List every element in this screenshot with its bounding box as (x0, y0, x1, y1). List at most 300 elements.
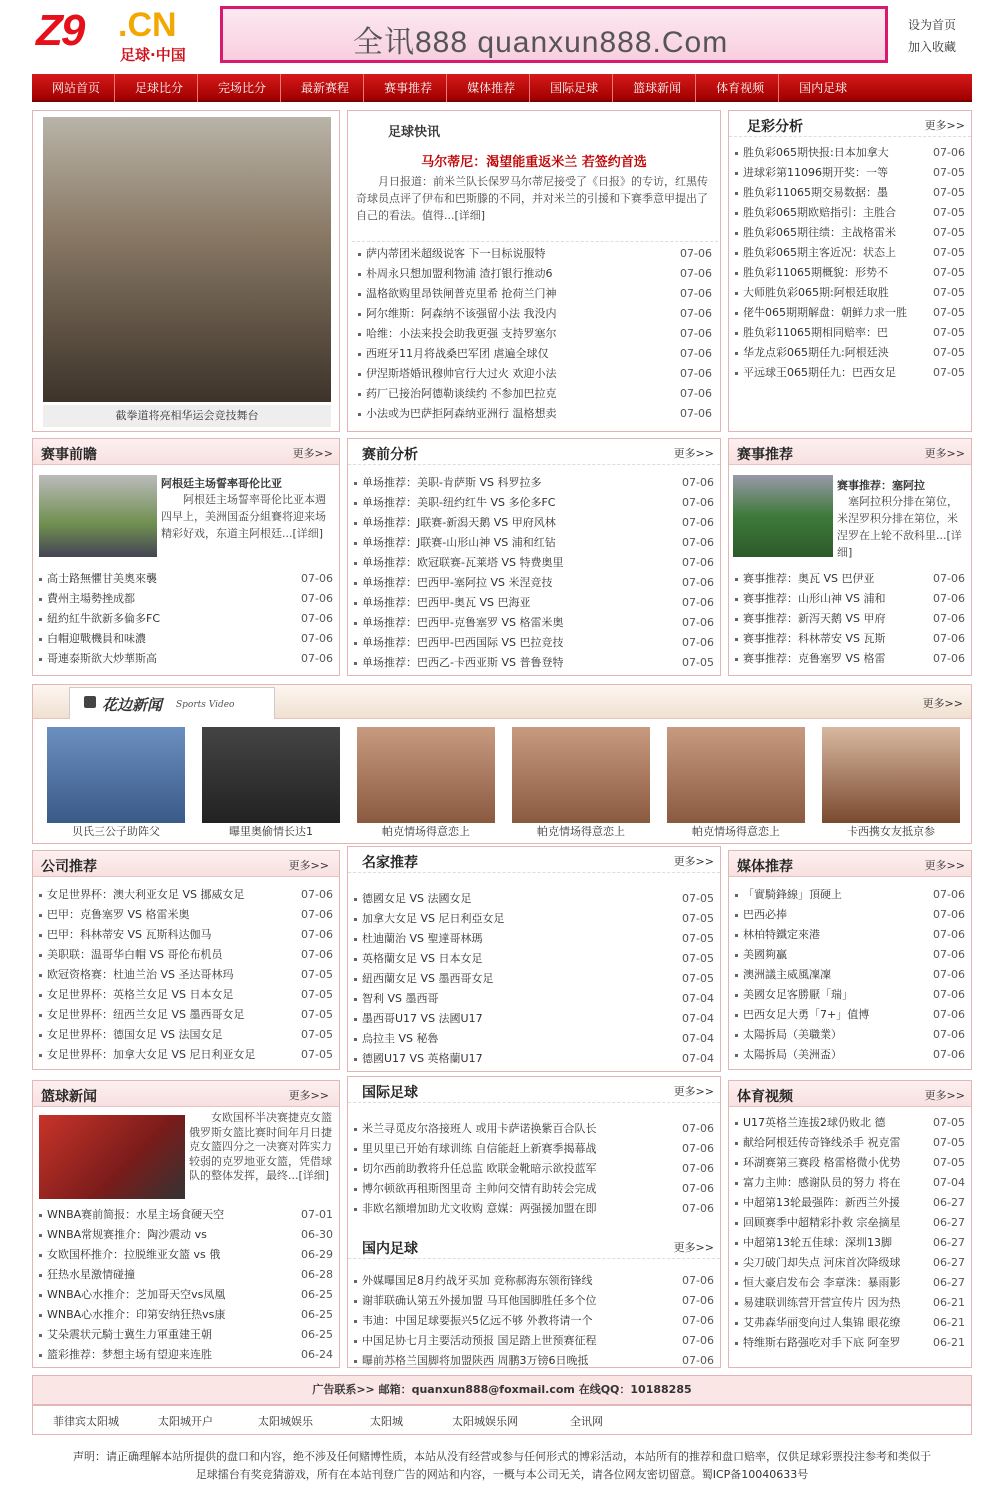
list-item-title[interactable]: 德國U17 VS 英格蘭U17 (362, 1052, 483, 1065)
gossip-more-link[interactable]: 更多>> (922, 697, 963, 710)
list-item[interactable] (33, 629, 339, 649)
list-item[interactable] (33, 1025, 339, 1045)
list-item-title[interactable]: 富力主帅：感谢队员的努力 将在 (743, 1176, 901, 1189)
sports-video-more-link[interactable]: 更多>> (924, 1089, 965, 1102)
list-item[interactable] (729, 1273, 971, 1293)
list-item[interactable] (729, 1293, 971, 1313)
list-item-title[interactable]: 烏拉圭 VS 秘魯 (362, 1032, 439, 1045)
list-item-title[interactable]: 太陽拆局（美洲盃） (743, 1048, 842, 1061)
list-item[interactable] (729, 609, 971, 629)
list-item[interactable] (348, 1119, 720, 1139)
list-item[interactable] (348, 633, 720, 653)
list-item-title[interactable]: 加拿大女足 VS 尼日利亞女足 (362, 912, 505, 925)
list-item-title[interactable]: 女足世界杯：德国女足 VS 法国女足 (47, 1028, 223, 1041)
list-item-title[interactable]: 温格欲购里昂铁闸普克里希 抢荷兰门神 (366, 287, 557, 300)
recommend-more-link[interactable]: 更多>> (924, 447, 965, 460)
list-item-title[interactable]: 平远球王065期任九：巴西女足 (743, 366, 896, 379)
list-item[interactable] (348, 573, 720, 593)
lottery-more-link[interactable]: 更多>> (924, 119, 965, 132)
list-item-date: 07-05 (933, 366, 965, 379)
list-item[interactable] (348, 909, 720, 929)
media-more-link[interactable]: 更多>> (924, 859, 965, 872)
list-item-date: 06-28 (301, 1268, 333, 1281)
list-item[interactable] (729, 263, 971, 283)
list-item[interactable] (729, 363, 971, 383)
list-item-title[interactable]: 朴周永只想加盟利物浦 渣打银行推动6 (366, 267, 553, 280)
list-item[interactable] (348, 1179, 720, 1199)
list-item-title[interactable]: 单场推荐：巴西甲-奥瓦 VS 巴海亚 (362, 596, 531, 609)
list-item[interactable] (33, 885, 339, 905)
list-item[interactable] (729, 1113, 971, 1133)
domestic-football-list (348, 1271, 720, 1371)
list-item-title[interactable]: 单场推荐：美职-纽约红牛 VS 多伦多FC (362, 496, 556, 509)
list-item-title[interactable]: 赛事推荐：奥瓦 VS 巴伊亚 (743, 572, 875, 585)
list-item[interactable] (729, 1005, 971, 1025)
list-item[interactable] (729, 1313, 971, 1333)
list-item[interactable] (729, 649, 971, 669)
list-item[interactable] (33, 649, 339, 669)
list-item[interactable] (348, 889, 720, 909)
list-item-date: 07-06 (933, 1028, 965, 1041)
nav-item-2[interactable]: 完场比分 (198, 74, 281, 102)
gossip-item[interactable] (202, 727, 340, 841)
basketball-excerpt: 女欧国杯半决赛捷克女篮俄罗斯女篮比赛时间年月日捷克女篮四分之一决赛对阵实力较弱的克罗地亚女篮，凭借球队的整体发挥，最终...[详细] (189, 1111, 332, 1182)
video-icon (84, 696, 96, 708)
gossip-photo[interactable] (357, 727, 495, 823)
list-item-title[interactable]: 单场推荐：J联赛-新潟天鹅 VS 甲府风林 (362, 516, 556, 529)
list-item[interactable] (33, 1285, 339, 1305)
list-item-title[interactable]: 高士路無懼甘美奧來襲 (47, 572, 157, 585)
list-item-title[interactable]: 赛事推荐：克鲁塞罗 VS 格雷 (743, 652, 886, 665)
list-item-date: 07-05 (933, 346, 965, 359)
list-item-title[interactable]: 女足世界杯：加拿大女足 VS 尼日利亚女足 (47, 1048, 256, 1061)
list-item[interactable] (729, 243, 971, 263)
list-item-date: 07-05 (933, 206, 965, 219)
list-item-date: 07-06 (933, 968, 965, 981)
list-item[interactable] (33, 945, 339, 965)
list-item-title[interactable]: 阿尔维斯：阿森纳不该强留小法 我没内 (366, 307, 557, 320)
list-item[interactable] (729, 1193, 971, 1213)
list-item[interactable] (33, 965, 339, 985)
basketball-photo[interactable] (39, 1115, 185, 1199)
add-favorite-link[interactable]: 加入收藏 (908, 40, 957, 54)
list-item[interactable] (729, 965, 971, 985)
gossip-photo[interactable] (202, 727, 340, 823)
list-item[interactable] (348, 1271, 720, 1291)
list-item[interactable] (352, 284, 718, 304)
list-item-title[interactable]: 中国足协七月主要活动预报 国足踏上世预赛征程 (362, 1334, 597, 1347)
list-item[interactable] (729, 163, 971, 183)
list-item[interactable] (348, 473, 720, 493)
list-item-title[interactable]: 单场推荐：美职-肯萨斯 VS 科罗拉多 (362, 476, 542, 489)
list-item[interactable] (348, 593, 720, 613)
list-item-date: 07-06 (682, 1202, 714, 1215)
list-item[interactable] (729, 905, 971, 925)
list-item-date: 07-06 (682, 556, 714, 569)
list-item-date: 07-06 (301, 592, 333, 605)
list-item-title[interactable]: 萨内蒂团米超级说客 下一目标说服特 (366, 247, 546, 260)
list-item-title[interactable]: 哈维：小法来投会助我更强 支持罗塞尔 (366, 327, 557, 340)
friend-link[interactable]: 菲律宾太阳城 (53, 1415, 119, 1428)
list-item-date: 07-06 (682, 1274, 714, 1287)
list-item[interactable] (729, 1213, 971, 1233)
preview-photo[interactable] (39, 475, 157, 557)
list-item-title[interactable]: 中超第13轮五佳球：深圳13脚 (743, 1236, 892, 1249)
list-item-title[interactable]: 伊涅斯塔婚讯穆帅官行大过火 欢迎小法 (366, 367, 557, 380)
list-item[interactable] (348, 1049, 720, 1069)
nav-item-4[interactable]: 赛事推荐 (364, 74, 447, 102)
gossip-photo[interactable] (822, 727, 960, 823)
list-item-title[interactable]: 非欧名额增加助尤文收购 意媒：两强援加盟在即 (362, 1202, 597, 1215)
list-item[interactable] (348, 553, 720, 573)
list-item-date: 06-27 (933, 1196, 965, 1209)
list-item-date: 07-05 (933, 226, 965, 239)
list-item-date: 07-06 (682, 616, 714, 629)
list-item[interactable] (729, 303, 971, 323)
list-item-title[interactable]: 里贝里已开始有球训练 自信能赶上新赛季揭幕战 (362, 1142, 597, 1155)
nav-item-0[interactable]: 网站首页 (32, 74, 115, 102)
list-item-title[interactable]: 单场推荐：J联赛-山形山神 VS 浦和红钻 (362, 536, 556, 549)
intl-domestic-box (347, 1076, 721, 1368)
expert-more-link[interactable]: 更多>> (673, 855, 714, 868)
list-item[interactable] (348, 949, 720, 969)
list-item-date: 07-05 (933, 1116, 965, 1129)
preview-more-link[interactable]: 更多>> (292, 447, 333, 460)
friend-link[interactable]: 全讯网 (570, 1415, 603, 1428)
list-item[interactable] (348, 1311, 720, 1331)
list-item-title[interactable]: 胜负彩11065期概貌：形势不 (743, 266, 888, 279)
list-item[interactable] (729, 569, 971, 589)
list-item-date: 06-27 (933, 1276, 965, 1289)
list-item[interactable] (348, 969, 720, 989)
gossip-caption[interactable]: 帕克情场得意恋上 (537, 825, 625, 838)
list-item[interactable] (729, 343, 971, 363)
list-item-title[interactable]: 特维斯右路强吃对手下底 阿奎罗 (743, 1336, 901, 1349)
list-item[interactable] (729, 589, 971, 609)
gossip-caption[interactable]: 曝里奥偷情长达1 (229, 825, 313, 838)
list-item[interactable] (729, 885, 971, 905)
list-item[interactable] (729, 283, 971, 303)
list-item[interactable] (348, 493, 720, 513)
company-recommend-box (32, 850, 340, 1070)
list-item[interactable] (352, 244, 718, 264)
list-item[interactable] (33, 1245, 339, 1265)
list-item-title[interactable]: 进球彩第11096期开奖：一等 (743, 166, 888, 179)
list-item-title[interactable]: 单场推荐：巴西甲-克鲁塞罗 VS 格雷米奥 (362, 616, 564, 629)
basketball-more-link[interactable]: 更多>> (288, 1089, 329, 1102)
list-item-title[interactable]: 献给阿根廷传奇锋线杀手 祝克雷 (743, 1136, 901, 1149)
gossip-caption[interactable]: 帕克情场得意恋上 (382, 825, 470, 838)
list-item[interactable] (348, 1159, 720, 1179)
list-item-title[interactable]: 回顾赛季中超精彩扑救 宗垒摘星 (743, 1216, 901, 1229)
list-item-title[interactable]: 美國夠贏 (743, 948, 787, 961)
list-item-title[interactable]: 林柏特鐵定來港 (743, 928, 820, 941)
list-item[interactable] (352, 364, 718, 384)
list-item-title[interactable]: WNBA常规赛推介：陶沙震动 vs (47, 1228, 207, 1241)
nav-item-7[interactable]: 篮球新闻 (613, 74, 696, 102)
list-item-title[interactable]: 外媒曝国足8月约战牙买加 竞称郝海东领衔锋线 (362, 1274, 593, 1287)
list-item-title[interactable]: 单场推荐：巴西甲-巴西国际 VS 巴拉竞技 (362, 636, 564, 649)
list-item-title[interactable]: 澳洲議主威風凜凜 (743, 968, 831, 981)
list-item-title[interactable]: 恒大豪启发布会 李章洙：暴雨影 (743, 1276, 901, 1289)
list-item-date: 07-04 (933, 1176, 965, 1189)
list-item-title[interactable]: 胜负彩065期快报:日本加拿大 (743, 146, 889, 159)
list-item[interactable] (348, 1331, 720, 1351)
preview-list (33, 569, 339, 669)
list-item[interactable] (729, 1333, 971, 1353)
list-item-title[interactable]: 中超第13轮最强阵：新西兰外援 (743, 1196, 900, 1209)
list-item-title[interactable]: 药厂已接治阿德勒谈续约 不参加巴拉克 (366, 387, 557, 400)
list-item[interactable] (348, 533, 720, 553)
list-item[interactable] (352, 324, 718, 344)
list-item-title[interactable]: 「實騎鋒線」頂硬上 (743, 888, 842, 901)
list-item-date: 06-27 (933, 1216, 965, 1229)
list-item[interactable] (729, 203, 971, 223)
list-item-title[interactable]: 女欧国杯推介：拉脱维亚女篮 vs 俄 (47, 1248, 221, 1261)
list-item-title[interactable]: 胜负彩11065期交易数据：墨 (743, 186, 888, 199)
friend-link[interactable]: 太阳城娱乐 (258, 1415, 313, 1428)
list-item-title[interactable]: 美职联：温哥华白帽 VS 哥伦布机员 (47, 948, 223, 961)
disclaimer (32, 1448, 972, 1484)
recommend-photo[interactable] (733, 475, 833, 557)
list-item-date: 07-06 (301, 928, 333, 941)
list-item-title[interactable]: 墨西哥U17 VS 法國U17 (362, 1012, 483, 1025)
gossip-photo[interactable] (667, 727, 805, 823)
list-item-title[interactable]: 胜负彩065期欧赔指引：主胜合 (743, 206, 896, 219)
list-item-title[interactable]: 博尔顿欲再租斯图里奇 主帅问交情有助转会完成 (362, 1182, 597, 1195)
list-item[interactable] (352, 344, 718, 364)
list-item[interactable] (729, 223, 971, 243)
list-item-date: 07-05 (301, 1008, 333, 1021)
list-item-date: 07-05 (682, 892, 714, 905)
list-item[interactable] (33, 1005, 339, 1025)
list-item-title[interactable]: 太陽拆局（美職業） (743, 1028, 842, 1041)
list-item[interactable] (33, 569, 339, 589)
list-item-title[interactable]: 赛事推荐：新泻天鹅 VS 甲府 (743, 612, 886, 625)
list-item[interactable] (348, 1139, 720, 1159)
list-item[interactable] (348, 1291, 720, 1311)
headline-photo[interactable] (43, 117, 331, 402)
list-item-date: 07-06 (680, 407, 712, 420)
list-item[interactable] (348, 989, 720, 1009)
photo-caption[interactable]: 截拳道将亮相华运会竞技舞台 (43, 405, 331, 427)
list-item[interactable] (352, 384, 718, 404)
list-item[interactable] (33, 1325, 339, 1345)
list-item[interactable] (33, 905, 339, 925)
list-item[interactable] (729, 925, 971, 945)
gossip-caption[interactable]: 帕克情场得意恋上 (692, 825, 780, 838)
list-item[interactable] (33, 1345, 339, 1365)
nav-item-1[interactable]: 足球比分 (115, 74, 198, 102)
list-item-title[interactable]: 女足世界杯：澳大利亚女足 VS 挪威女足 (47, 888, 245, 901)
list-item[interactable] (729, 1233, 971, 1253)
list-item[interactable] (729, 1253, 971, 1273)
list-item[interactable] (352, 264, 718, 284)
expert-recommend-box (347, 846, 721, 1072)
list-item[interactable] (348, 1009, 720, 1029)
list-item-title[interactable]: 艾朵震状元騎士冀生力軍重建王朝 (47, 1328, 212, 1341)
list-item-title[interactable]: 美國女足客勝厭「瑞」 (743, 988, 853, 1001)
list-item[interactable] (729, 323, 971, 343)
gossip-item[interactable] (667, 727, 805, 841)
gossip-caption[interactable]: 贝氏三公子助阵父 (72, 825, 160, 838)
list-item-title[interactable]: 西班牙11月将战桑巴军团 虐遍全球仅 (366, 347, 549, 360)
list-item-title[interactable]: 哥連泰斯欲大炒華斯高 (47, 652, 157, 665)
list-item-title[interactable]: 韦迪：中国足球要振兴5亿远不够 外教将请一个 (362, 1314, 593, 1327)
list-item-date: 07-06 (933, 612, 965, 625)
nav-item-5[interactable]: 媒体推荐 (447, 74, 530, 102)
gossip-item[interactable] (47, 727, 185, 841)
nav-item-9[interactable]: 国内足球 (799, 81, 848, 95)
list-item-title[interactable]: 艾弗森华丽变向过人集锦 眼花缭 (743, 1316, 901, 1329)
news-headline[interactable]: 马尔蒂尼：渴望能重返米兰 若签约首选 (421, 155, 647, 170)
prematch-more-link[interactable]: 更多>> (673, 447, 714, 460)
list-item-title[interactable]: 单场推荐：欧冠联赛-瓦莱塔 VS 特费奥里 (362, 556, 564, 569)
friend-link[interactable]: 太阳城娱乐网 (452, 1415, 518, 1428)
gossip-item[interactable] (822, 727, 960, 841)
list-item[interactable] (348, 513, 720, 533)
list-item[interactable] (729, 1025, 971, 1045)
list-item[interactable] (729, 1153, 971, 1173)
list-item[interactable] (729, 985, 971, 1005)
friend-link[interactable]: 太阳城 (370, 1415, 403, 1428)
list-item-date: 06-27 (933, 1236, 965, 1249)
list-item[interactable] (348, 1199, 720, 1219)
list-item-title[interactable]: 女足世界杯：英格兰女足 VS 日本女足 (47, 988, 234, 1001)
company-title: 公司推荐 (41, 859, 97, 875)
preview-excerpt: 阿根廷主场誓率哥伦比亚本週四早上，美洲国盃分組賽将迎来场精彩好戏，东道主阿根廷...[详细] (161, 493, 326, 540)
list-item-title[interactable]: 杜迪蘭治 VS 聖達哥林瑪 (362, 932, 483, 945)
gossip-item[interactable] (357, 727, 495, 841)
list-item-title[interactable]: 智利 VS 墨西哥 (362, 992, 439, 1005)
list-item-title[interactable]: WNBA赛前简报：水星主场食硬天空 (47, 1208, 225, 1221)
list-item-date: 07-05 (301, 968, 333, 981)
list-item[interactable] (33, 985, 339, 1005)
list-item-title[interactable]: 佬牛065期期解盘：朝鲜力求一胜 (743, 306, 907, 319)
list-item-date: 07-05 (933, 186, 965, 199)
list-item-title[interactable]: 单场推荐：巴西乙-卡西亚斯 VS 普鲁登特 (362, 656, 564, 669)
company-more-link[interactable]: 更多>> (288, 859, 329, 872)
list-item[interactable] (352, 304, 718, 324)
intl-more-link[interactable]: 更多>> (673, 1085, 714, 1098)
list-item-title[interactable]: 赛事推荐：山形山神 VS 浦和 (743, 592, 886, 605)
list-item-title[interactable]: 谢菲联确认第五外援加盟 马耳他国脚胜任多个位 (362, 1294, 597, 1307)
lottery-title: 足彩分析 (747, 119, 803, 135)
list-item-title[interactable]: 胜负彩065期主客近况：状态上 (743, 246, 896, 259)
list-item-title[interactable]: 尖刀破门却失点 河床首次降级球 (743, 1256, 901, 1269)
list-item-title[interactable]: 費州主場勢挫成都 (47, 592, 135, 605)
list-item[interactable] (729, 183, 971, 203)
list-item-title[interactable]: 女足世界杯：纽西兰女足 VS 墨西哥女足 (47, 1008, 245, 1021)
list-item-title[interactable]: 白帽迎戰機員和味濃 (47, 632, 146, 645)
list-item-title[interactable]: U17英格兰连拔2球仍败北 德 (743, 1116, 886, 1129)
list-item-title[interactable]: 欧冠资格赛：杜迪兰治 VS 圣达哥林玛 (47, 968, 234, 981)
list-item-date: 07-05 (301, 1048, 333, 1061)
company-list (33, 885, 339, 1065)
list-item[interactable] (352, 404, 718, 424)
list-item-title[interactable]: 巴甲：克鲁塞罗 VS 格雷米奥 (47, 908, 190, 921)
list-item-title[interactable]: 大师胜负彩065期:阿根廷取胜 (743, 286, 889, 299)
list-item-title[interactable]: 环湖赛第三赛段 格雷格微小优势 (743, 1156, 901, 1169)
set-home-link[interactable]: 设为首页 (908, 18, 957, 32)
list-item-title[interactable]: 曝前苏格兰国脚将加盟陕西 周鹏3万镑6日晚抵 (362, 1354, 589, 1367)
nav-item-6[interactable]: 国际足球 (530, 74, 613, 102)
list-item[interactable] (33, 609, 339, 629)
list-item-date: 07-06 (933, 928, 965, 941)
list-item[interactable] (729, 1133, 971, 1153)
domestic-more-link[interactable]: 更多>> (673, 1241, 714, 1254)
list-item-title[interactable]: 小法或为巴萨拒阿森纳亚洲行 温格想卖 (366, 407, 557, 420)
nav-item-8[interactable]: 体育视频 (696, 74, 779, 102)
gossip-photo[interactable] (47, 727, 185, 823)
gossip-photo[interactable] (512, 727, 650, 823)
list-item-title[interactable]: 巴西必捧 (743, 908, 787, 921)
list-item[interactable] (729, 1045, 971, 1065)
list-item[interactable] (33, 1265, 339, 1285)
list-item-title[interactable]: 紐西蘭女足 VS 墨西哥女足 (362, 972, 494, 985)
list-item[interactable] (729, 629, 971, 649)
list-item-date: 07-06 (933, 572, 965, 585)
friend-link[interactable]: 太阳城开户 (158, 1415, 213, 1428)
list-item-title[interactable]: 赛事推荐：科林蒂安 VS 瓦斯 (743, 632, 886, 645)
list-item[interactable] (729, 143, 971, 163)
list-item-title[interactable]: 华龙点彩065期任九:阿根廷泱 (743, 346, 889, 359)
top-banner-ad[interactable] (220, 6, 888, 63)
list-item-title[interactable]: 德國女足 VS 法國女足 (362, 892, 472, 905)
list-item-title[interactable]: WNBA心水推介：芝加哥天空vs凤凰 (47, 1288, 226, 1301)
disclaimer-line1: 声明：请正确理解本站所提供的盘口和内容，绝不涉及任何赌博性质，本站从没有经营或参与任何形式的博彩活动，本站所有的推荐和盘口赔率，仅供足球彩票投注参考和类似于 (73, 1450, 931, 1463)
list-item[interactable] (33, 1305, 339, 1325)
list-item-date: 07-05 (933, 266, 965, 279)
gossip-caption[interactable]: 卡西携女友抵京参 (847, 825, 935, 838)
list-item-date: 07-06 (933, 908, 965, 921)
list-item[interactable] (33, 1205, 339, 1225)
preview-headline[interactable]: 阿根廷主场誓率哥伦比亚 (161, 477, 282, 490)
list-item-title[interactable]: 巴西女足大勇「7+」值博 (743, 1008, 870, 1021)
list-item-title[interactable]: 巴甲：科林蒂安 VS 瓦斯科达伽马 (47, 928, 212, 941)
gossip-item[interactable] (512, 727, 650, 841)
list-item-title[interactable]: 狂热水星激情碰撞 (47, 1268, 135, 1281)
list-item[interactable] (33, 925, 339, 945)
list-item[interactable] (33, 1225, 339, 1245)
list-item[interactable] (348, 929, 720, 949)
list-item-title[interactable]: 英格蘭女足 VS 日本女足 (362, 952, 483, 965)
list-item[interactable] (348, 613, 720, 633)
list-item[interactable] (348, 653, 720, 673)
list-item-title[interactable]: WNBA心水推介：印第安纳狂热vs康 (47, 1308, 226, 1321)
list-item-title[interactable]: 胜负彩11065期相同赔率：巴 (743, 326, 888, 339)
ad-contact-text[interactable]: 广告联系>> 邮箱：quanxun888@foxmail.com 在线QQ：10188285 (312, 1383, 692, 1396)
list-item-title[interactable]: 切尔西前助教将升任总监 欧联金靴暗示欲投蓝军 (362, 1162, 597, 1175)
list-item[interactable] (729, 945, 971, 965)
list-item[interactable] (729, 1173, 971, 1193)
list-item-title[interactable]: 单场推荐：巴西甲-塞阿拉 VS 米涅竞技 (362, 576, 553, 589)
recommend-headline[interactable]: 赛事推荐：塞阿拉 (837, 479, 925, 492)
list-item-date: 07-05 (301, 1028, 333, 1041)
nav-item-3[interactable]: 最新赛程 (281, 74, 364, 102)
list-item-title[interactable]: 米兰寻觅皮尔洛接班人 或用卡萨诺换紫百合队长 (362, 1122, 597, 1135)
list-item-title[interactable]: 篮彩推荐：梦想主场有望迎来连胜 (47, 1348, 212, 1361)
list-item[interactable] (33, 1045, 339, 1065)
media-recommend-box (728, 850, 972, 1070)
list-item-title[interactable]: 胜负彩065期往绩：主战格雷米 (743, 226, 896, 239)
list-item[interactable] (348, 1351, 720, 1371)
list-item[interactable] (348, 1029, 720, 1049)
site-logo[interactable] (36, 4, 210, 66)
list-item-title[interactable]: 易建联训练营开营宣传片 因为热 (743, 1296, 901, 1309)
list-item[interactable] (33, 589, 339, 609)
list-item-title[interactable]: 紐約紅牛欲新多倫多FC (47, 612, 161, 625)
